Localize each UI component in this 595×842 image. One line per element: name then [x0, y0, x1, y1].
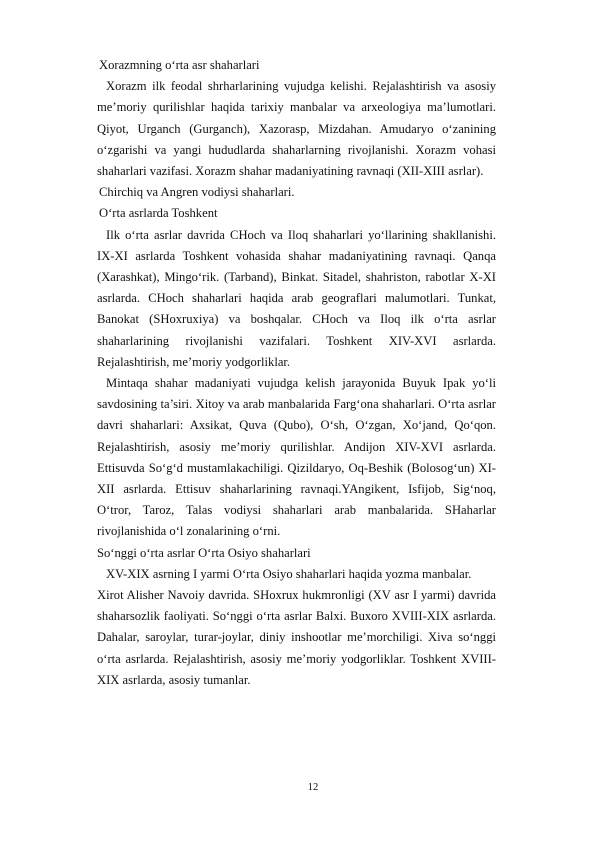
document-body	[99, 55, 496, 691]
page-number: 12	[307, 782, 319, 793]
section-heading-chirchiq: Chirchiq va Angren vodiysi shaharlari.	[99, 185, 295, 200]
paragraph-xirot: Xirot Alisher Navoiy davrida. SHoxrux hukmronligi (XV asr I yarmi) davrida shaharsozlik faoliyati. So‘nggi o‘rta asrlar Balxi. Buxoro XVIII-XIX asrlarda. Dahalar, saroylar, turar-joylar, diniy inshootlar me’morchiligi. Xiva so‘nggi o‘rta asrlarda. Rejalashtirish, asosiy me’moriy yodgorliklar. Toshkent XVIII-XIX asrlarda, asosiy tumanlar.	[97, 588, 496, 687]
section-heading-songgi: So‘nggi o‘rta asrlar O‘rta Osiyo shaharlari	[97, 545, 311, 560]
paragraph-xorazm: Xorazm ilk feodal shrharlarining vujudga kelishi. Rejalashtirish va asosiy me’moriy qurilishlar haqida tarixiy manbalar va arxeologiya ma’lumotlari. Qiyot, Urganch (Gurganch), Xazorasp, Mizdahan. Amudaryo o‘zanining o‘zgarishi va yangi hududlarda shaharlarning rivojlanishi. Xorazm vohasi shaharlari vazifasi. Xorazm shahar madaniyatining ravnaqi (XII-XIII asrlar).	[97, 79, 496, 179]
section-heading-xorazm: Xorazmning o‘rta asr shaharlari	[99, 58, 260, 72]
paragraph-manbalar: XV-XIX asrning I yarmi O‘rta Osiyo shaharlari haqida yozma manbalar.	[106, 566, 472, 581]
section-heading-toshkent: O‘rta asrlarda Toshkent	[99, 206, 218, 221]
paragraph-toshkent: Ilk o‘rta asrlar davrida CHoch va Iloq shaharlari yo‘llarining shakllanishi. IX-XI asrlarda Toshkent vohasida shahar madaniyatining ravnaqi. Qanqa (Xarashkat), Mingo‘rik. (Tarband), Binkat. Sitadel, shahriston, rabotlar X-XI asrlarda. CHoch shaharlari haqida arab geograflari malumotlari. Tunkat, Banokat (SHoxruxiya) va boshqalar. CHoch va Iloq ilk o‘rta asrlar shaharlarining rivojlanishi vazifalari. Toshkent XIV-XVI asrlarda. Rejalashtirish, me’moriy yodgorliklar.	[97, 227, 496, 369]
paragraph-mintaqa: Mintaqa shahar madaniyati vujudga kelish jarayonida Buyuk Ipak yo‘li savdosining ta’siri. Xitoy va arab manbalarida Farg‘ona shaharlari. O‘rta asrlar davri shaharlari: Axsikat, Quva (Qubo), O‘sh, O‘zgan, Xo‘jand, Qo‘qon. Rejalashtirish, asosiy me’moriy qurilishlar. Andijon XIV-XVI asrlarda. Ettisuvda So‘g‘d mustamlakachiligi. Qizildaryo, Oq-Beshik (Bolosog‘un) XI-XII asrlarda. Ettisuv shaharlarining ravnaqi.YAngikent, Isfijob, Sig‘noq, O‘tror, Taroz, Talas vodiysi shaharlari arab manbalarida. SHaharlar rivojlanishida o‘l zonalarining o‘rni.	[97, 376, 496, 539]
